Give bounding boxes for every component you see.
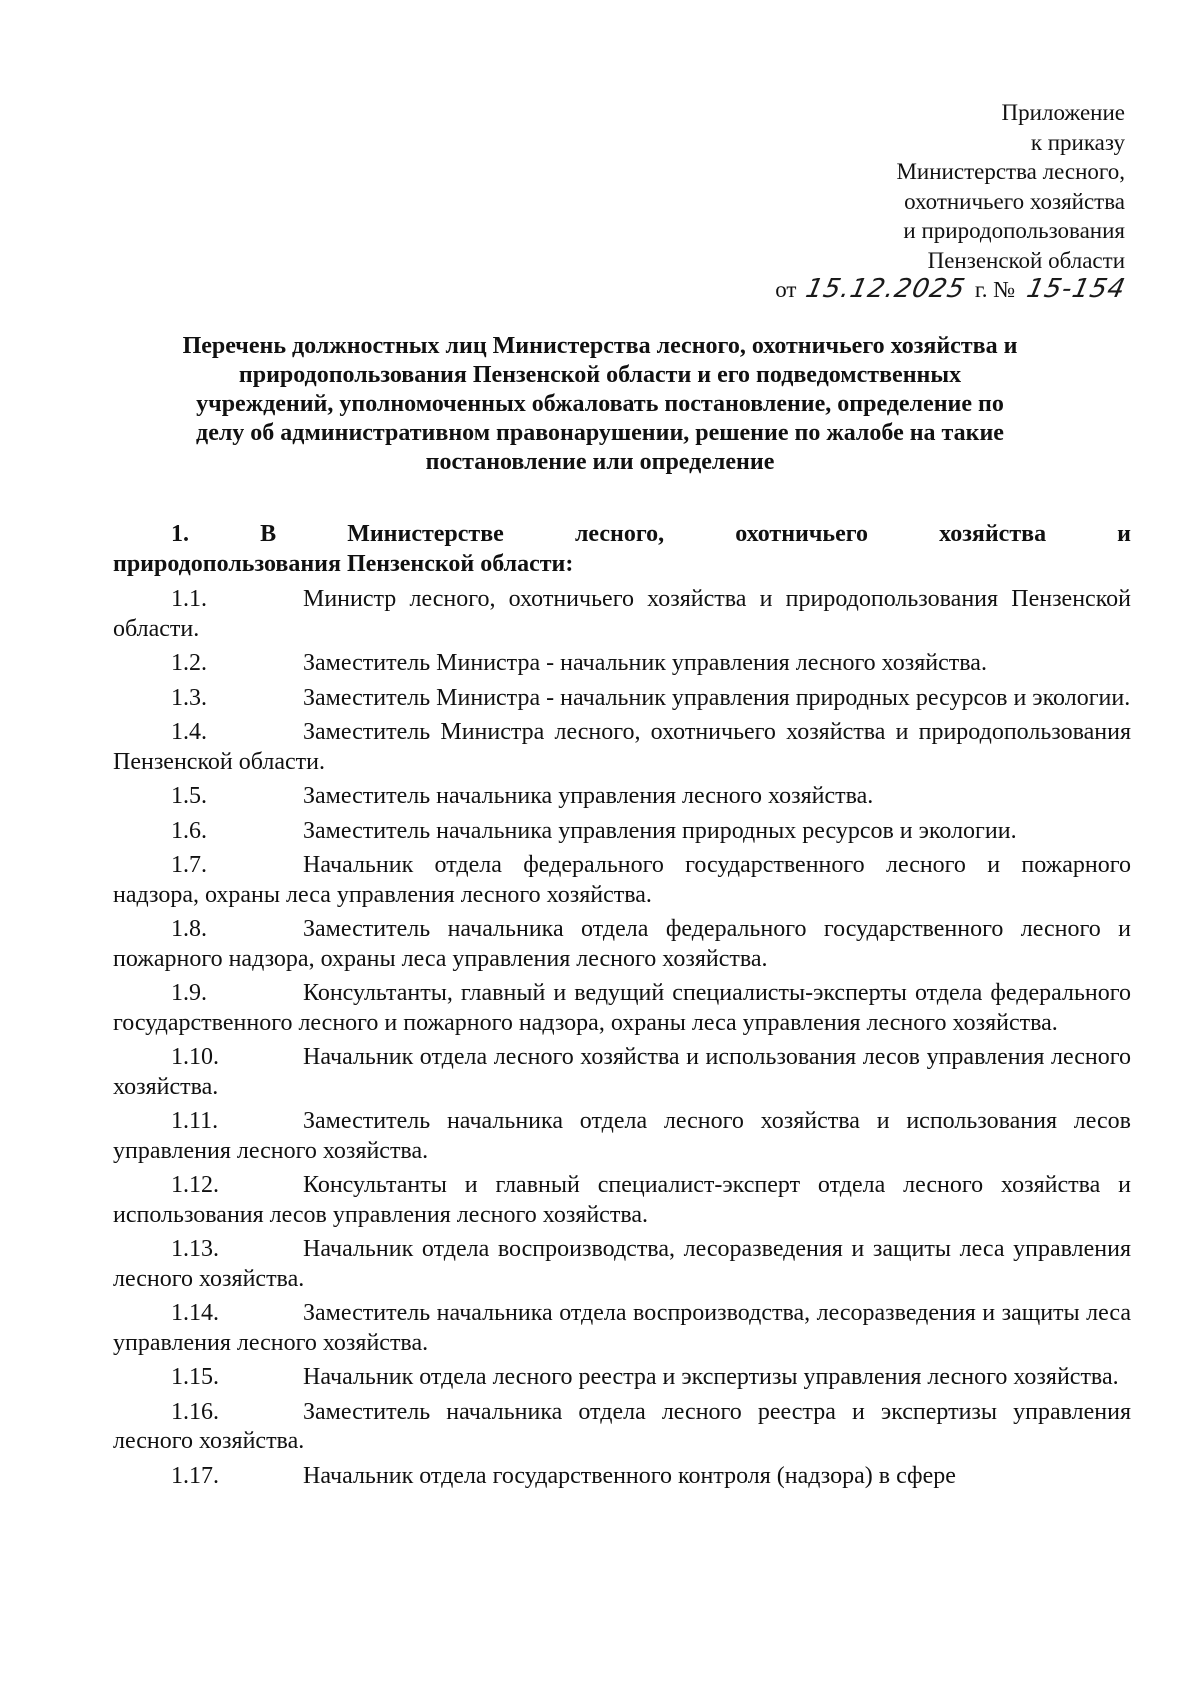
item-number: 1.9. [171,980,207,1006]
item-text: Заместитель Министра - начальник управления природных ресурсов и экологии. [303,684,1131,711]
item-text: Начальник отдела лесного хозяйства и использования лесов управления лесного хозяйства. [113,1044,1131,1100]
order-date-handwritten: 15.12.2025 [803,274,969,304]
appendix-line: Пензенской области [927,247,1125,273]
item-number: 1.12. [171,1172,219,1198]
section-heading-word: хозяйства [939,521,1047,547]
section-heading [113,520,1131,579]
list-item [113,915,1131,974]
item-text: Заместитель начальника управления природных ресурсов и экологии. [303,817,1017,844]
item-number: 1.17. [171,1462,219,1489]
list-item [113,684,1131,714]
order-number-handwritten: 15-154 [1023,274,1129,304]
section-heading-word: и [1117,521,1131,547]
list-item [113,1299,1131,1358]
list-item [113,1363,1131,1393]
item-number: 1.5. [171,783,207,809]
appendix-header [775,98,1129,305]
section-heading-word: лесного, [574,521,665,547]
list-item [113,1235,1131,1294]
title-line: постановление или определение [425,449,775,475]
list-item [113,817,1131,847]
item-text: Заместитель начальника отдела воспроизводства, лесоразведения и защиты леса управления лесного хозяйства. [113,1300,1131,1356]
item-text: Заместитель начальника управления лесного хозяйства. [303,783,874,809]
item-text: Заместитель начальника отдела лесного реестра и экспертизы управления лесного хозяйства. [113,1398,1131,1454]
item-number: 1.4. [171,719,207,745]
list-item [113,1462,1131,1492]
item-text: Заместитель начальника отдела лесного хозяйства и использования лесов управления лесного хозяйства. [113,1108,1131,1164]
appendix-line: Приложение [1001,100,1125,125]
item-number: 1.16. [171,1398,219,1425]
item-number: 1.2. [171,650,207,676]
item-text: Начальник отдела лесного реестра и экспертизы управления лесного хозяйства. [303,1364,1119,1390]
item-text: Министр лесного, охотничьего хозяйства и природопользования Пензенской области. [113,586,1131,642]
item-number: 1.8. [171,916,207,942]
section-heading-line-2: природопользования Пензенской области: [113,550,574,577]
title-line: Перечень должностных лиц Министерства лесного, охотничьего хозяйства и [182,333,1018,359]
item-number: 1.3. [171,684,207,711]
title-line: делу об административном правонарушении, решение по жалобе на такие [196,420,1004,446]
document-body [113,520,1131,1491]
item-number: 1.15. [171,1364,219,1390]
list-item [113,782,1131,812]
item-text: Начальник отдела федерального государственного лесного и пожарного надзора, охраны леса управления лесного хозяйства. [113,852,1131,908]
item-text: Заместитель начальника отдела федерального государственного лесного и пожарного надзора, охраны леса управления лесного хозяйства. [113,916,1131,972]
appendix-line: охотничьего хозяйства [904,188,1125,214]
item-text: Консультанты и главный специалист-эксперт отдела лесного хозяйства и использования лесов управления лесного хозяйства. [113,1172,1131,1228]
item-number: 1.13. [171,1236,219,1262]
item-text: Начальник отдела воспроизводства, лесоразведения и защиты леса управления лесного хозяйства. [113,1236,1131,1292]
section-heading-word: Министерстве [347,521,504,547]
item-number: 1.10. [171,1044,219,1070]
title-line: природопользования Пензенской области и его подведомственных [238,362,962,388]
section-heading-word: В [260,521,277,547]
list-item [113,851,1131,910]
appendix-line: и природопользования [903,218,1125,243]
item-number: 1.11. [171,1108,219,1134]
item-number: 1.7. [171,852,207,878]
item-text: Консультанты, главный и ведущий специалисты-эксперты отдела федерального государственного лесного и пожарного надзора, охраны леса управления лесного хозяйства. [113,980,1131,1036]
item-number: 1.14. [171,1300,219,1326]
section-heading-word: 1. [171,521,189,547]
section-heading-word: охотничьего [735,521,869,547]
list-item [113,1171,1131,1230]
item-number: 1.1. [171,586,207,612]
item-text: Заместитель Министра лесного, охотничьего хозяйства и природопользования Пензенской области. [113,719,1131,775]
appendix-line: к приказу [1030,129,1125,155]
order-prefix: от [775,277,797,302]
list-item [113,585,1131,644]
item-text: Начальник отдела государственного контроля (надзора) в сфере [303,1462,956,1489]
list-item [113,1107,1131,1166]
item-text: Заместитель Министра - начальник управления лесного хозяйства. [303,650,987,676]
list-item [113,979,1131,1038]
appendix-line: Министерства лесного, [896,159,1125,184]
section-heading-line-1 [113,520,1131,550]
title-line: учреждений, уполномоченных обжаловать постановление, определение по [196,391,1004,417]
list-item [113,649,1131,679]
document-title [105,332,1095,477]
list-item [113,1398,1131,1457]
order-line [775,274,1129,305]
list-item [113,718,1131,777]
list-item [113,1043,1131,1102]
order-number-label: г. № [974,277,1016,302]
item-number: 1.6. [171,817,207,844]
